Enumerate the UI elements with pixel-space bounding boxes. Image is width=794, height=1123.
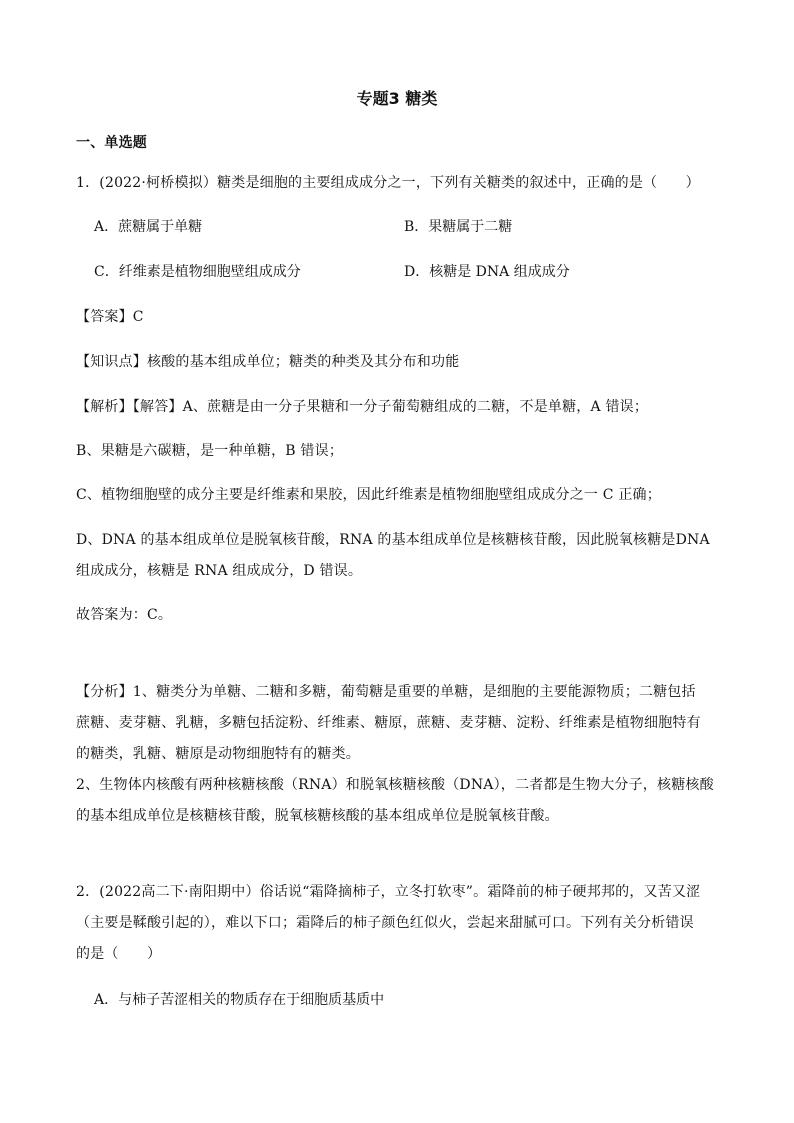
q1-analysis-line: B、果糖是六碳糖，是一种单糖，B 错误；: [76, 443, 344, 459]
q1-analysis-line: 【解析】【解答】A、蔗糖是由一分子果糖和一分子葡萄糖组成的二糖，不是单糖，A 错误；: [76, 399, 649, 415]
q1-option-a: A．蔗糖属于单糖: [94, 219, 203, 235]
q2-option-a: A．与柿子苦涩相关的物质存在于细胞质基质中: [94, 992, 385, 1008]
q1-answer: 【答案】C: [76, 309, 144, 325]
q1-fenxi-line: 蔗糖、麦芽糖、乳糖，多糖包括淀粉、纤维素、糖原，蔗糖、麦芽糖、淀粉、纤维素是植物细胞特有: [76, 715, 701, 731]
q1-conclusion: 故答案为：C。: [76, 607, 173, 623]
q1-analysis-line: D、DNA 的基本组成单位是脱氧核苷酸，RNA 的基本组成单位是核糖核苷酸，因此脱氧核糖是DNA: [76, 532, 710, 548]
q1-fenxi-line: 【分析】1、糖类分为单糖、二糖和多糖，葡萄糖是重要的单糖，是细胞的主要能源物质；二糖包括: [76, 684, 696, 700]
page-title: 专题3 糖类: [356, 89, 438, 108]
q1-fenxi-line: 2、生物体内核酸有两种核糖核酸（RNA）和脱氧核糖核酸（DNA），二者都是生物大分子，核糖核酸: [76, 777, 714, 793]
q1-analysis-line: 组成成分，核糖是 RNA 组成成分，D 错误。: [76, 563, 363, 579]
section-heading: 一、单选题: [76, 135, 147, 151]
q1-analysis-line: C、植物细胞壁的成分主要是纤维素和果胶，因此纤维素是植物细胞壁组成成分之一 C 正确；: [76, 487, 661, 503]
q1-option-c: C．纤维素是植物细胞壁组成成分: [94, 264, 301, 280]
q1-option-d: D．核糖是 DNA 组成成分: [404, 264, 570, 280]
question-2-stem-line: 2．(2022高二下·南阳期中）俗话说“霜降摘柿子，立冬打软枣”。霜降前的柿子硬邦邦的，又苦又涩: [76, 884, 701, 900]
q1-option-b: B．果糖属于二糖: [404, 219, 513, 235]
question-2-stem-line: 的是（ ）: [76, 946, 162, 962]
question-1-stem: 1．(2022·柯桥模拟）糖类是细胞的主要组成成分之一，下列有关糖类的叙述中，正确的是（ ）: [76, 175, 700, 191]
question-2-stem-line: （主要是鞣酸引起的），难以下口；霜降后的柿子颜色红似火，尝起来甜腻可口。下列有关分析错误: [76, 915, 694, 931]
q1-knowledge-points: 【知识点】核酸的基本组成单位；糖类的种类及其分布和功能: [76, 354, 460, 370]
q1-fenxi-line: 的糖类，乳糖、糖原是动物细胞特有的糖类。: [76, 746, 360, 762]
q1-fenxi-line: 的基本组成单位是核糖核苷酸，脱氧核糖核酸的基本组成单位是脱氧核苷酸。: [76, 808, 559, 824]
